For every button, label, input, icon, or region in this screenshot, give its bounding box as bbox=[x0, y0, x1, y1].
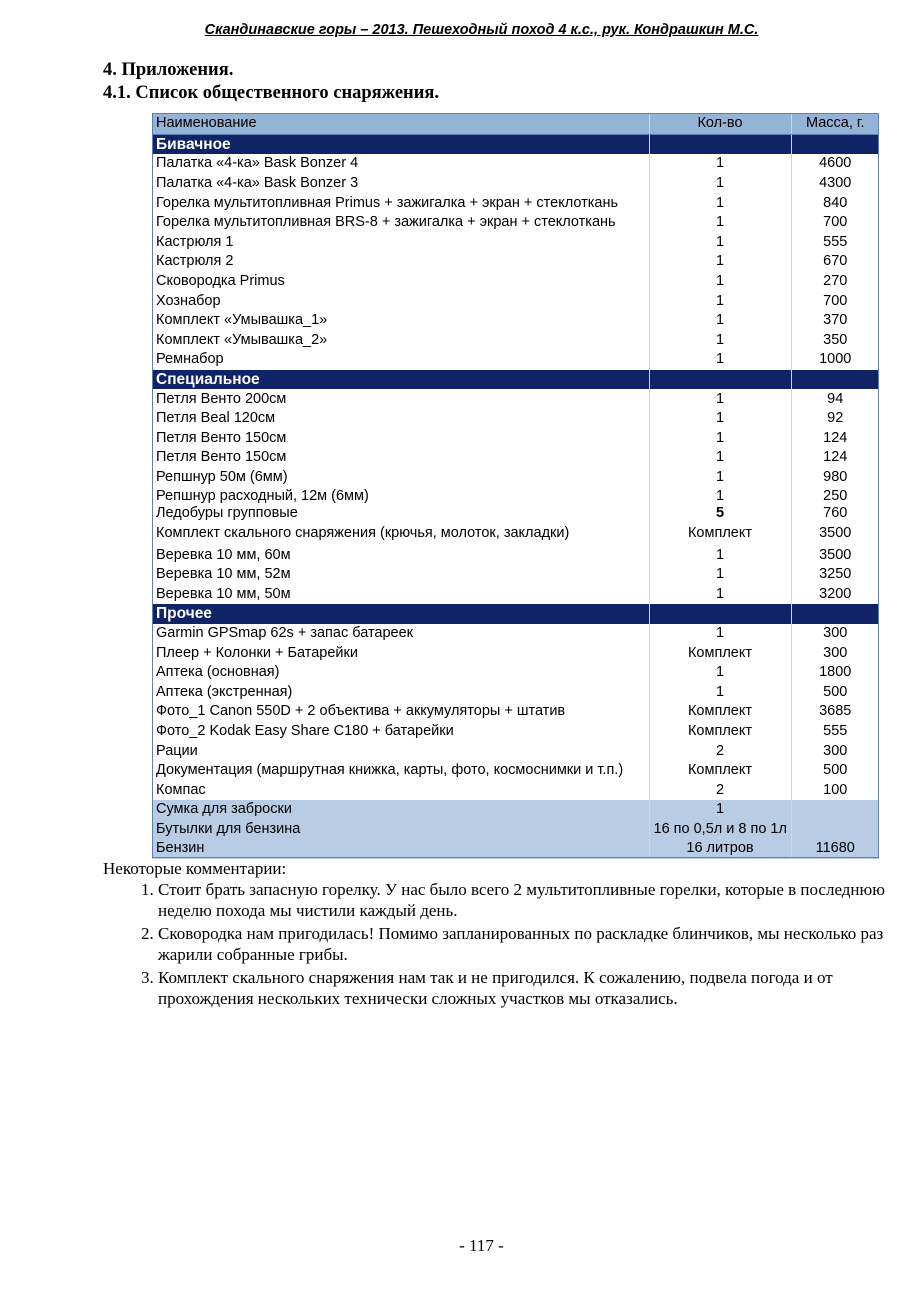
item-name: Бензин bbox=[152, 839, 649, 859]
item-mass: 4600 bbox=[819, 155, 852, 172]
section-filler-qty bbox=[649, 604, 791, 624]
item-name: Петля Beal 120см bbox=[152, 409, 649, 429]
item-name: Сковородка Primus bbox=[152, 272, 649, 292]
item-name: Документация (маршрутная книжка, карты, фото, космоснимки и т.п.) bbox=[152, 761, 649, 781]
comments-list bbox=[103, 879, 893, 1009]
item-qty: 1 bbox=[649, 233, 791, 253]
item-name: Веревка 10 мм, 50м bbox=[152, 584, 649, 604]
item-qty: 1 bbox=[649, 545, 791, 565]
item-mass: 3500 bbox=[819, 546, 852, 563]
item-name: Фото_1 Canon 550D + 2 объектива + аккумуляторы + штатив bbox=[152, 702, 649, 722]
section-filler-mass bbox=[791, 370, 879, 390]
item-mass: 500 bbox=[823, 683, 848, 700]
comment-item: 2. Сковородка нам пригодилась! Помимо запланированных по раскладке блинчиков, мы несколько раз жарили собранные грибы. bbox=[158, 923, 893, 965]
item-mass: 11680 bbox=[791, 839, 879, 859]
section-filler-qty bbox=[649, 134, 791, 154]
section-filler-qty bbox=[649, 370, 791, 390]
table-row bbox=[152, 468, 879, 488]
item-name: Аптека (экстренная) bbox=[152, 682, 649, 702]
item-name: Петля Венто 150см bbox=[152, 448, 649, 468]
item-name: Плеер + Колонки + Батарейки bbox=[152, 643, 649, 663]
item-name: Петля Венто 200см bbox=[152, 389, 649, 409]
equipment-table bbox=[152, 113, 879, 859]
table-row bbox=[152, 448, 879, 468]
item-qty: 2 bbox=[649, 741, 791, 761]
item-name: Веревка 10 мм, 52м bbox=[152, 565, 649, 585]
item-qty: 1 bbox=[649, 682, 791, 702]
item-name: Аптека (основная) bbox=[152, 663, 649, 683]
item-mass: 350 bbox=[823, 331, 848, 348]
item-mass: 1800 bbox=[819, 664, 852, 681]
item-mass: 1000 bbox=[819, 351, 852, 368]
table-row bbox=[152, 389, 879, 409]
item-name: Комплект «Умывашка_2» bbox=[152, 331, 649, 351]
item-qty: 1 bbox=[649, 389, 791, 409]
table-row bbox=[152, 521, 879, 545]
item-name: Репшнур расходный, 12м (6мм) bbox=[152, 487, 649, 504]
table-row-extra bbox=[152, 820, 879, 840]
item-mass: 700 bbox=[823, 292, 848, 309]
section-title: 4. Приложения. bbox=[103, 60, 234, 80]
item-qty: 1 bbox=[649, 213, 791, 233]
section-filler-mass bbox=[791, 604, 879, 624]
item-qty: 1 bbox=[649, 448, 791, 468]
item-qty: 16 литров bbox=[649, 839, 791, 859]
table-row bbox=[152, 682, 879, 702]
section-filler-mass bbox=[791, 134, 879, 154]
table-row bbox=[152, 193, 879, 213]
comments-block bbox=[103, 858, 893, 1011]
table-row bbox=[152, 311, 879, 331]
comment-item: 3. Комплект скального снаряжения нам так и не пригодился. К сожалению, подвела погода и от прохождения нескольких технически сложных участков мы отказались. bbox=[158, 967, 893, 1009]
item-mass: 3250 bbox=[819, 566, 852, 583]
column-header-qty: Кол-во bbox=[649, 114, 791, 135]
column-header-name: Наименование bbox=[152, 114, 649, 135]
table-row bbox=[152, 252, 879, 272]
item-qty: 1 bbox=[649, 272, 791, 292]
item-name: Сумка для заброски bbox=[152, 800, 649, 820]
item-qty: 1 bbox=[649, 154, 791, 174]
section-title: Специальное bbox=[152, 370, 649, 390]
item-qty: 1 bbox=[649, 350, 791, 370]
item-qty: 1 bbox=[649, 252, 791, 272]
item-qty: 1 bbox=[649, 174, 791, 194]
item-mass: 124 bbox=[823, 449, 848, 466]
table-row bbox=[152, 545, 879, 565]
item-mass: 100 bbox=[823, 781, 848, 798]
item-mass bbox=[791, 800, 879, 820]
table-row bbox=[152, 761, 879, 781]
item-mass: 3200 bbox=[819, 585, 852, 602]
table-row bbox=[152, 331, 879, 351]
table-row bbox=[152, 213, 879, 233]
table-row bbox=[152, 565, 879, 585]
item-name: Компас bbox=[152, 780, 649, 800]
item-mass: 555 bbox=[823, 233, 848, 250]
table-row bbox=[152, 487, 879, 504]
section-row bbox=[152, 370, 879, 390]
item-mass bbox=[791, 820, 879, 840]
item-name: Ледобуры групповые bbox=[152, 504, 649, 521]
item-qty: 1 bbox=[649, 584, 791, 604]
item-qty: Комплект bbox=[649, 702, 791, 722]
table-row bbox=[152, 154, 879, 174]
item-name: Бутылки для бензина bbox=[152, 820, 649, 840]
item-mass: 300 bbox=[823, 742, 848, 759]
table-row bbox=[152, 350, 879, 370]
table-row bbox=[152, 504, 879, 521]
table-row bbox=[152, 174, 879, 194]
table-row bbox=[152, 643, 879, 663]
item-qty: Комплект bbox=[649, 722, 791, 742]
item-name: Палатка «4-ка» Bask Bonzer 3 bbox=[152, 174, 649, 194]
comments-intro: Некоторые комментарии: bbox=[103, 859, 287, 878]
table-row bbox=[152, 233, 879, 253]
item-mass: 555 bbox=[823, 722, 848, 739]
item-qty: 1 bbox=[649, 311, 791, 331]
item-mass: 500 bbox=[823, 762, 848, 779]
item-mass: 840 bbox=[823, 194, 848, 211]
item-name: Комплект скального снаряжения (крючья, молоток, закладки) bbox=[152, 521, 649, 545]
running-header: Скандинавские горы – 2013. Пешеходный поход 4 к.с., рук. Кондрашкин М.С. bbox=[204, 22, 759, 38]
item-mass: 760 bbox=[823, 504, 848, 521]
item-name: Петля Венто 150см bbox=[152, 429, 649, 449]
table-row bbox=[152, 291, 879, 311]
item-mass: 3500 bbox=[819, 524, 852, 541]
table-row bbox=[152, 663, 879, 683]
item-mass: 270 bbox=[823, 273, 848, 290]
item-qty: Комплект bbox=[649, 761, 791, 781]
item-mass: 370 bbox=[823, 312, 848, 329]
item-qty: 1 bbox=[649, 331, 791, 351]
item-qty: 1 bbox=[649, 624, 791, 644]
table-row bbox=[152, 722, 879, 742]
table-row bbox=[152, 584, 879, 604]
item-qty: 1 bbox=[649, 291, 791, 311]
item-name: Горелка мультитопливная Primus + зажигалка + экран + стеклоткань bbox=[152, 193, 649, 213]
item-name: Репшнур 50м (6мм) bbox=[152, 468, 649, 488]
item-qty: 16 по 0,5л и 8 по 1л bbox=[649, 820, 791, 840]
item-name: Комплект «Умывашка_1» bbox=[152, 311, 649, 331]
section-row bbox=[152, 604, 879, 624]
section-row bbox=[152, 134, 879, 154]
table-row bbox=[152, 780, 879, 800]
item-qty: 1 bbox=[649, 468, 791, 488]
item-name: Веревка 10 мм, 60м bbox=[152, 545, 649, 565]
item-mass: 670 bbox=[823, 253, 848, 270]
item-name: Палатка «4-ка» Bask Bonzer 4 bbox=[152, 154, 649, 174]
item-name: Рации bbox=[152, 741, 649, 761]
item-qty: 1 bbox=[649, 193, 791, 213]
subsection-title: 4.1. Список общественного снаряжения. bbox=[103, 83, 439, 103]
item-name: Горелка мультитопливная BRS-8 + зажигалка + экран + стеклоткань bbox=[152, 213, 649, 233]
table-row-extra bbox=[152, 800, 879, 820]
table-row bbox=[152, 741, 879, 761]
table-row-extra bbox=[152, 839, 879, 859]
item-name: Фото_2 Kodak Easy Share C180 + батарейки bbox=[152, 722, 649, 742]
table-row bbox=[152, 429, 879, 449]
item-qty: 1 bbox=[649, 409, 791, 429]
section-title: Бивачное bbox=[152, 134, 649, 154]
item-name: Ремнабор bbox=[152, 350, 649, 370]
item-qty: 1 bbox=[649, 800, 791, 820]
page-number: - 117 - bbox=[459, 1236, 504, 1255]
table-header-row bbox=[152, 114, 879, 135]
item-qty: Комплект bbox=[649, 521, 791, 545]
column-header-mass: Масса, г. bbox=[791, 114, 879, 135]
item-name: Кастрюля 2 bbox=[152, 252, 649, 272]
item-mass: 250 bbox=[823, 487, 848, 504]
item-mass: 700 bbox=[823, 214, 848, 231]
item-name: Хознабор bbox=[152, 291, 649, 311]
item-qty: 1 bbox=[649, 487, 791, 504]
table-row bbox=[152, 624, 879, 644]
item-qty: 5 bbox=[649, 504, 791, 521]
item-mass: 980 bbox=[823, 468, 848, 485]
item-qty: 1 bbox=[649, 565, 791, 585]
item-mass: 92 bbox=[827, 410, 844, 427]
item-mass: 300 bbox=[823, 644, 848, 661]
comment-item: 1. Стоит брать запасную горелку. У нас было всего 2 мультитопливные горелки, которые в последнюю неделю похода мы чистили каждый день. bbox=[158, 879, 893, 921]
table-row bbox=[152, 272, 879, 292]
table-row bbox=[152, 409, 879, 429]
item-mass: 94 bbox=[827, 390, 844, 407]
item-qty: 2 bbox=[649, 780, 791, 800]
item-qty: 1 bbox=[649, 429, 791, 449]
item-mass: 300 bbox=[823, 624, 848, 641]
item-qty: 1 bbox=[649, 663, 791, 683]
item-name: Кастрюля 1 bbox=[152, 233, 649, 253]
item-name: Garmin GPSmap 62s + запас батареек bbox=[152, 624, 649, 644]
section-title: Прочее bbox=[152, 604, 649, 624]
table-row bbox=[152, 702, 879, 722]
item-mass: 3685 bbox=[819, 703, 852, 720]
item-mass: 4300 bbox=[819, 175, 852, 192]
item-mass: 124 bbox=[823, 429, 848, 446]
item-qty: Комплект bbox=[649, 643, 791, 663]
